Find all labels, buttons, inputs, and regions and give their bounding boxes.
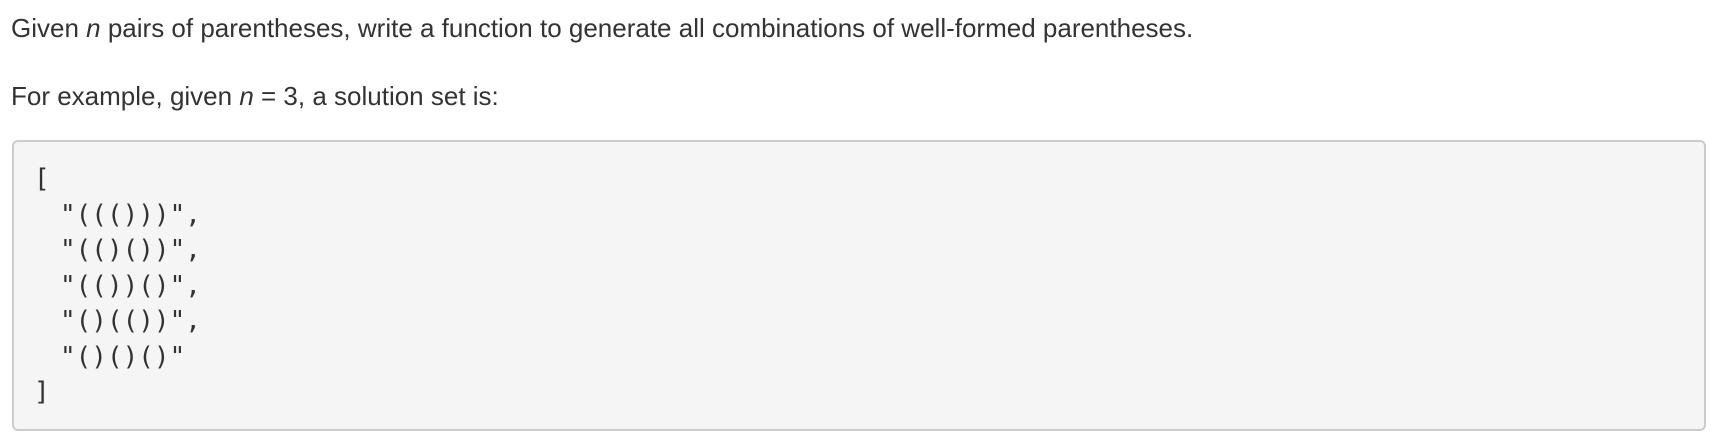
variable-n: n (239, 81, 254, 111)
problem-statement (11, 10, 1193, 46)
code-line: "(())()", (60, 270, 201, 301)
example-text-before: For example, given (11, 81, 240, 111)
statement-text-before: Given (11, 13, 87, 43)
example-text-after: = 3, a solution set is: (253, 81, 499, 111)
code-close-bracket: ] (34, 377, 50, 407)
code-line: "(()())", (60, 235, 201, 265)
variable-n: n (86, 13, 101, 43)
example-intro (11, 78, 499, 114)
code-line: "()()()" (60, 341, 186, 372)
code-line: "((()))", (60, 199, 201, 230)
statement-text-after: pairs of parentheses, write a function to generate all combinations of well-formed parentheses. (100, 13, 1194, 43)
example-code-block (12, 140, 1706, 431)
code-line: "()(())", (60, 306, 201, 336)
code-open-bracket: [ (34, 164, 50, 194)
